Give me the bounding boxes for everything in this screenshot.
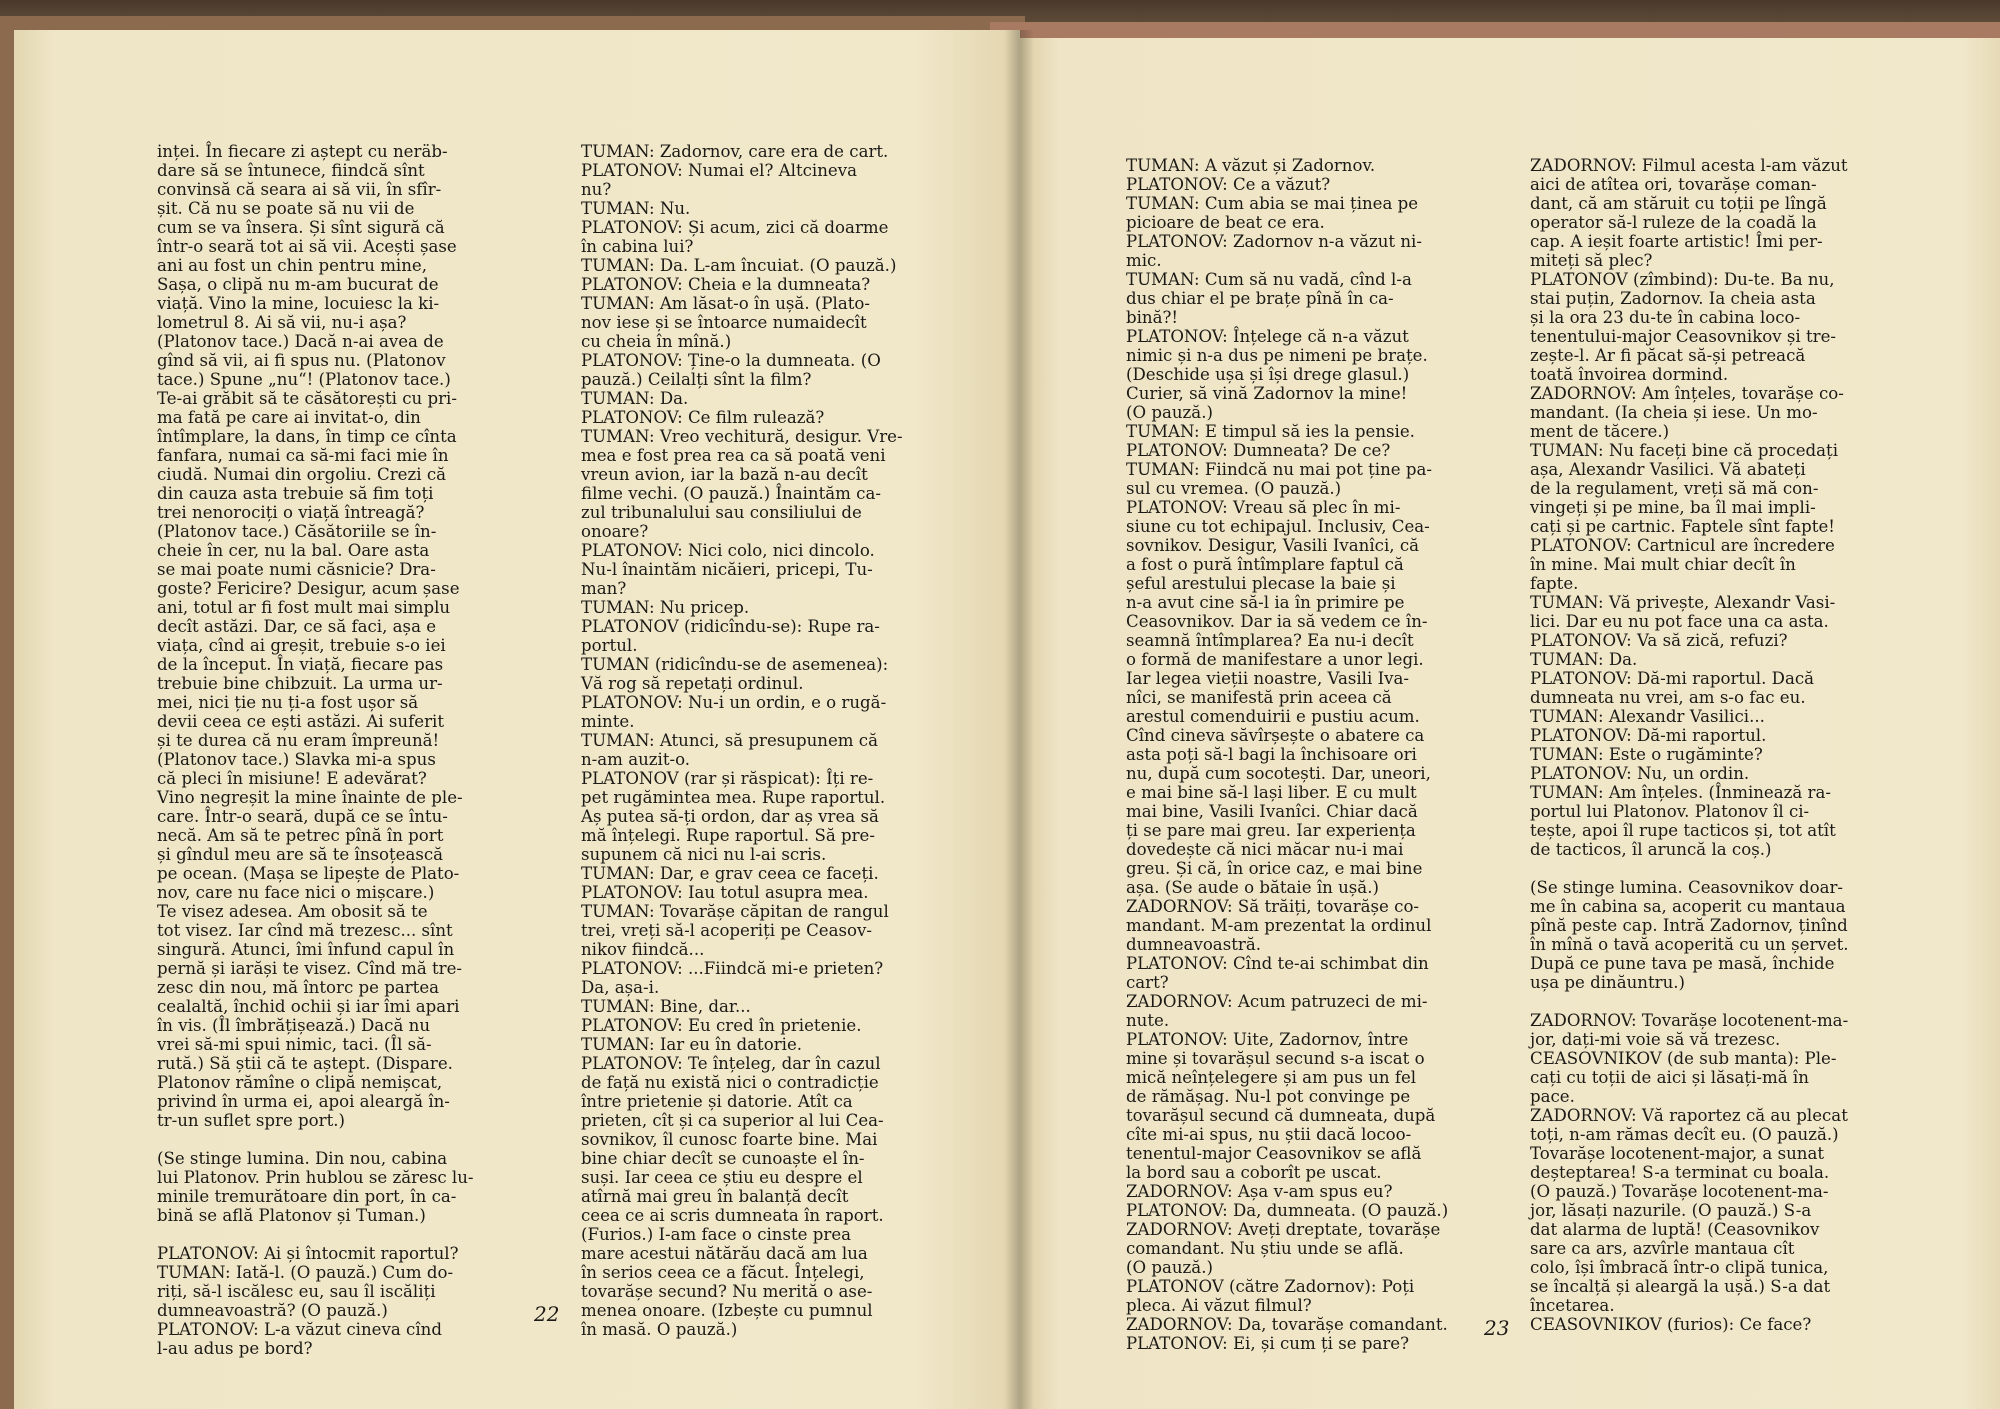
text-line: PLATONOV: Ai și întocmit raportul? (157, 1244, 459, 1263)
text-line: gînd să vii, ai fi spus nu. (Platonov (157, 351, 446, 370)
text-line: cați cu toții de aici și lăsați-mă în (1530, 1068, 1809, 1087)
text-line: Sașa, o clipă nu m-am bucurat de (157, 275, 439, 294)
text-line: Tovarășe locotenent-major, a sunat (1530, 1144, 1825, 1163)
text-line: de rămășag. Nu-l pot convinge pe (1126, 1087, 1411, 1106)
text-line: în mine. Mai mult chiar decît în (1530, 555, 1796, 574)
text-line: șit. Că nu se poate să nu vii de (157, 199, 415, 218)
text-line: ușa pe dinăuntru.) (1530, 973, 1686, 992)
text-line: dumneavoastră. (1126, 935, 1261, 954)
text-line: în cabina lui? (581, 237, 694, 256)
text-line: picioare de beat ce era. (1126, 213, 1325, 232)
text-line: deșteptarea! S-a terminat cu boala. (1530, 1163, 1830, 1182)
text-line: în masă. O pauză.) (581, 1320, 738, 1339)
text-line: PLATONOV: Cheia e la dumneata? (581, 275, 871, 294)
book-gutter (1004, 30, 1034, 1409)
text-line: jor, dați-mi voie să vă trezesc. (1530, 1030, 1781, 1049)
text-line: TUMAN: Da. (1530, 650, 1638, 669)
text-line: TUMAN: Fiindcă nu mai pot ține pa- (1126, 460, 1433, 479)
text-line: la bord sau a coborît pe uscat. (1126, 1163, 1382, 1182)
text-line: sul cu vremea. (O pauză.) (1126, 479, 1342, 498)
text-line: PLATONOV (rar și răspicat): Îți re- (581, 769, 874, 788)
text-line: toți, n-am rămas decît eu. (O pauză.) (1530, 1125, 1839, 1144)
text-line: TUMAN: Bine, dar... (581, 997, 751, 1016)
text-line: TUMAN: Da. L-am încuiat. (O pauză.) (581, 256, 897, 275)
text-line: n-am auzit-o. (581, 750, 691, 769)
text-line: că pleci în misiune! E adevărat? (157, 769, 427, 788)
text-line: dumneavoastră? (O pauză.) (157, 1301, 388, 1320)
text-line: nute. (1126, 1011, 1170, 1030)
text-line: rută.) Să știi că te aștept. (Dispare. (157, 1054, 453, 1073)
text-line: nov, care nu face nici o mișcare.) (157, 883, 435, 902)
text-line: trei, vreți să-l acoperiți pe Ceasov- (581, 921, 872, 940)
text-line: miteți să plec? (1530, 251, 1653, 270)
text-line: PLATONOV (către Zadornov): Poți (1126, 1277, 1415, 1296)
text-line: prieten, cît și ca superior al lui Cea- (581, 1111, 884, 1130)
text-line: sare ca ars, azvîrle mantaua cît (1530, 1239, 1795, 1258)
text-line: în serios ceea ce a făcut. Înțelegi, (581, 1263, 865, 1282)
text-line: asta poți să-l bagi la închisoare ori (1126, 745, 1417, 764)
text-line: nov iese și se întoarce numaidecît (581, 313, 867, 332)
text-line: PLATONOV: Iau totul asupra mea. (581, 883, 869, 902)
text-line: bină se află Platonov și Tuman.) (157, 1206, 426, 1225)
text-line: man? (581, 579, 627, 598)
text-line: PLATONOV (ridicîndu-se): Rupe ra- (581, 617, 880, 636)
text-line: tace.) Spune „nu“! (Platonov tace.) (157, 370, 451, 389)
text-line: supunem că nici nu l-ai scris. (581, 845, 827, 864)
text-line: ZADORNOV: Tovarășe locotenent-ma- (1530, 1011, 1849, 1030)
text-column-4 (1530, 156, 1849, 1334)
text-line: cați și pe cartnic. Faptele sînt fapte! (1530, 517, 1835, 536)
text-line: TUMAN: Tovarășe căpitan de rangul (581, 902, 889, 921)
text-line: singură. Atunci, îmi înfund capul în (157, 940, 455, 959)
text-line: Da, așa-i. (581, 978, 660, 997)
text-line: tovarășul secund că dumneata, după (1126, 1106, 1436, 1125)
text-line: fapte. (1530, 574, 1579, 593)
text-line: Vă rog să repetați ordinul. (581, 674, 804, 693)
text-line: TUMAN: Nu pricep. (581, 598, 750, 617)
text-line: fanfara, numai ca să-mi faci mie în (157, 446, 449, 465)
text-line: (Furios.) I-am face o cinste prea (581, 1225, 852, 1244)
text-line: PLATONOV: Vreau să plec în mi- (1126, 498, 1401, 517)
text-line: PLATONOV: Cartnicul are încredere (1530, 536, 1835, 555)
text-line: o formă de manifestare a unor legi. (1126, 650, 1424, 669)
text-line: menea onoare. (Izbește cu pumnul (581, 1301, 873, 1320)
text-line: întîmplare, la dans, în timp ce cînta (157, 427, 457, 446)
text-line: de la regulament, vreți să mă con- (1530, 479, 1819, 498)
text-line: nikov fiindcă... (581, 940, 705, 959)
text-line (157, 1130, 474, 1149)
text-line: PLATONOV: Ce a văzut? (1126, 175, 1331, 194)
text-line: Te visez adesea. Am obosit să te (157, 902, 428, 921)
text-line: (Platonov tace.) Căsătoriile se în- (157, 522, 437, 541)
text-line: (Platonov tace.) Dacă n-ai avea de (157, 332, 444, 351)
text-line: dus chiar el pe brațe pînă în ca- (1126, 289, 1394, 308)
text-line: TUMAN: Cum să nu vadă, cînd l-a (1126, 270, 1412, 289)
text-line: se încalță și aleargă la ușă.) S-a dat (1530, 1277, 1831, 1296)
text-line: arestul comenduirii e pustiu acum. (1126, 707, 1420, 726)
text-line: PLATONOV: Înțelege că n-a văzut (1126, 327, 1409, 346)
text-line: colo, își îmbracă într-o clipă tunica, (1530, 1258, 1829, 1277)
text-line: ani, totul ar fi fost mult mai simplu (157, 598, 451, 617)
text-line: pleca. Ai văzut filmul? (1126, 1296, 1312, 1315)
text-line: zește-l. Ar fi păcat să-și petreacă (1530, 346, 1806, 365)
text-line: între prietenie și datorie. Atît ca (581, 1092, 853, 1111)
page-number-left: 22 (534, 1302, 560, 1326)
text-line: pace. (1530, 1087, 1575, 1106)
text-line: pînă peste cap. Intră Zadornov, ținînd (1530, 916, 1848, 935)
text-line: TUMAN: E timpul să ies la pensie. (1126, 422, 1415, 441)
text-line: (Platonov tace.) Slavka mi-a spus (157, 750, 436, 769)
text-column-2 (581, 142, 903, 1339)
text-line: TUMAN: Cum abia se mai ținea pe (1126, 194, 1419, 213)
text-line: PLATONOV: L-a văzut cineva cînd (157, 1320, 442, 1339)
text-line: PLATONOV (zîmbind): Du-te. Ba nu, (1530, 270, 1835, 289)
text-line: în vis. (Îl îmbrățișează.) Dacă nu (157, 1016, 431, 1035)
text-line: PLATONOV: Nici colo, nici dincolo. (581, 541, 875, 560)
text-line: într-o seară tot ai să vii. Acești șase (157, 237, 457, 256)
text-line: cap. A ieșit foarte artistic! Îmi per- (1530, 232, 1823, 251)
text-line: din cauza asta trebuie să fim toți (157, 484, 434, 503)
text-line: PLATONOV: Dă-mi raportul. (1530, 726, 1767, 745)
text-line: ZADORNOV: Să trăiți, tovarășe co- (1126, 897, 1420, 916)
text-line: TUMAN: Atunci, să presupunem că (581, 731, 878, 750)
text-line: comandant. Nu știu unde se află. (1126, 1239, 1404, 1258)
text-line: tr-un suflet spre port.) (157, 1111, 346, 1130)
text-line: PLATONOV: Uite, Zadornov, între (1126, 1030, 1409, 1049)
text-line: mai bine, Vasili Ivanîci. Chiar dacă (1126, 802, 1418, 821)
text-line: cealaltă, închid ochii și iar îmi apari (157, 997, 460, 1016)
text-line: Iar legea vieții noastre, Vasili Iva- (1126, 669, 1410, 688)
text-line: cîte mi-ai spus, nu știi dacă locoo- (1126, 1125, 1412, 1144)
text-line: care. Într-o seară, după ce se întu- (157, 807, 448, 826)
text-line: lui Platonov. Prin hublou se zăresc lu- (157, 1168, 474, 1187)
text-line: n-a avut cine să-l ia în primire pe (1126, 593, 1405, 612)
text-line: așa. (Se aude o bătaie în ușă.) (1126, 878, 1379, 897)
text-line: TUMAN: Vă privește, Alexandr Vasi- (1530, 593, 1836, 612)
text-column-3 (1126, 156, 1448, 1353)
text-line: TUMAN: Iată-l. (O pauză.) Cum do- (157, 1263, 454, 1282)
text-line: filme vechi. (O pauză.) Înaintăm ca- (581, 484, 881, 503)
text-line: zul tribunalului sau consiliului de (581, 503, 862, 522)
text-line: tot visez. Iar cînd mă trezesc... sînt (157, 921, 453, 940)
text-line: mine și tovarășul secund s-a iscat o (1126, 1049, 1425, 1068)
text-line: PLATONOV: Numai el? Altcineva (581, 161, 857, 180)
text-line: tește, apoi îl rupe tacticos și, tot atît (1530, 821, 1836, 840)
text-line: greu. Și că, în orice caz, e mai bine (1126, 859, 1423, 878)
text-line: PLATONOV: ...Fiindcă mi-e prieten? (581, 959, 884, 978)
text-line: în mînă o tavă acoperită cu un șervet. (1530, 935, 1849, 954)
text-line: atîrnă mai greu în balanță decît (581, 1187, 849, 1206)
text-line: lometrul 8. Ai să vii, nu-i așa? (157, 313, 407, 332)
text-line: CEASOVNIKOV (furios): Ce face? (1530, 1315, 1812, 1334)
text-line: PLATONOV: Da, dumneata. (O pauză.) (1126, 1201, 1449, 1220)
text-line: onoare? (581, 522, 649, 541)
text-line: pet rugămintea mea. Rupe raportul. (581, 788, 886, 807)
text-line: l-au adus pe bord? (157, 1339, 313, 1358)
text-line: dovedește că nici măcar nu-i mai (1126, 840, 1404, 859)
text-line: TUMAN: Zadornov, care era de cart. (581, 142, 889, 161)
text-line: După ce pune tava pe masă, închide (1530, 954, 1835, 973)
text-line: lici. Dar eu nu pot face una ca asta. (1530, 612, 1829, 631)
text-line: sovnikov, îl cunosc foarte bine. Mai (581, 1130, 878, 1149)
text-line: e mai bine să-l lași liber. E cu mult (1126, 783, 1417, 802)
text-line: mică neînțelegere și am pus un fel (1126, 1068, 1417, 1087)
text-line: TUMAN: Nu faceți bine că procedați (1530, 441, 1839, 460)
text-line: dant, că am stăruit cu toții pe lîngă (1530, 194, 1827, 213)
text-line: (Se stinge lumina. Ceasovnikov doar- (1530, 878, 1844, 897)
text-line: mare acestui nătărău dacă am lua (581, 1244, 868, 1263)
text-line: mandant. M-am prezentat la ordinul (1126, 916, 1432, 935)
text-line: portul. (581, 636, 638, 655)
text-column-1 (157, 142, 474, 1358)
text-line: nimic și n-a dus pe nimeni pe brațe. (1126, 346, 1428, 365)
text-line: Cînd cineva săvîrșește o abatere ca (1126, 726, 1425, 745)
text-line: TUMAN: Da. (581, 389, 689, 408)
text-line: tenentului-major Ceasovnikov și tre- (1530, 327, 1837, 346)
text-line: PLATONOV: Și acum, zici că doarme (581, 218, 889, 237)
text-line: convinsă că seara ai să vii, în sfîr- (157, 180, 442, 199)
text-line: me în cabina sa, acoperit cu mantaua (1530, 897, 1846, 916)
text-line: PLATONOV: Nu, un ordin. (1530, 764, 1750, 783)
text-line: TUMAN: Iar eu în datorie. (581, 1035, 803, 1054)
text-line: goste? Fericire? Desigur, acum șase (157, 579, 460, 598)
text-line: de față nu există nici o contradicție (581, 1073, 879, 1092)
text-line: privind în urma ei, apoi aleargă în- (157, 1092, 450, 1111)
text-line: Aș putea să-ți ordon, dar aș vrea să (581, 807, 879, 826)
text-line: dumneata nu vrei, am s-o fac eu. (1530, 688, 1806, 707)
text-line: necă. Am să te petrec pînă în port (157, 826, 444, 845)
text-line (1530, 992, 1849, 1011)
text-line: ZADORNOV: Așa v-am spus eu? (1126, 1182, 1393, 1201)
text-line: ZADORNOV: Filmul acesta l-am văzut (1530, 156, 1848, 175)
text-line: bine chiar decît se cunoaște el în- (581, 1149, 865, 1168)
text-line: ciudă. Numai din orgoliu. Crezi că (157, 465, 447, 484)
text-line: PLATONOV: Ține-o la dumneata. (O (581, 351, 881, 370)
text-line: trebuie bine chibzuit. La urma ur- (157, 674, 443, 693)
text-line: stai puțin, Zadornov. Ia cheia asta (1530, 289, 1816, 308)
text-line: cum se va însera. Și sînt sigură că (157, 218, 445, 237)
text-line: ceea ce ai scris dumneata în raport. (581, 1206, 884, 1225)
text-line: bină?! (1126, 308, 1179, 327)
text-line: operator să-l ruleze de la coadă la (1530, 213, 1817, 232)
page-left (14, 30, 1020, 1409)
text-line: PLATONOV: Te înțeleg, dar în cazul (581, 1054, 881, 1073)
text-line: cart? (1126, 973, 1169, 992)
text-line: ZADORNOV: Vă raportez că au plecat (1530, 1106, 1848, 1125)
text-line: PLATONOV: Zadornov n-a văzut ni- (1126, 232, 1422, 251)
text-line: PLATONOV: Ce film rulează? (581, 408, 825, 427)
text-line: TUMAN: Nu. (581, 199, 691, 218)
text-line: (Deschide ușa și își drege glasul.) (1126, 365, 1410, 384)
text-line: PLATONOV: Cînd te-ai schimbat din (1126, 954, 1429, 973)
text-line: TUMAN: Am înțeles. (Înminează ra- (1530, 783, 1831, 802)
text-line: PLATONOV: Dumneata? De ce? (1126, 441, 1391, 460)
text-line: Nu-l înaintăm nicăieri, pricepi, Tu- (581, 560, 873, 579)
text-line: nîci, se manifestă prin aceea că (1126, 688, 1392, 707)
text-line: Vino negreșit la mine înainte de ple- (157, 788, 463, 807)
text-line: suși. Iar ceea ce știu eu despre el (581, 1168, 863, 1187)
text-line: Curier, să vină Zadornov la mine! (1126, 384, 1408, 403)
text-line (1530, 859, 1849, 878)
text-line: PLATONOV: Eu cred în prietenie. (581, 1016, 862, 1035)
text-line: vreun avion, iar la bază n-au decît (581, 465, 868, 484)
text-line: decît astăzi. Dar, ce să faci, așa e (157, 617, 437, 636)
text-line: TUMAN: A văzut și Zadornov. (1126, 156, 1376, 175)
page-right (1020, 38, 2000, 1409)
text-line: ani au fost un chin pentru mine, (157, 256, 428, 275)
text-line (157, 1225, 474, 1244)
text-line: așa, Alexandr Vasilici. Vă abateți (1530, 460, 1806, 479)
text-line: ZADORNOV: Acum patruzeci de mi- (1126, 992, 1428, 1011)
text-line: trei nenorociți o viață întreagă? (157, 503, 425, 522)
text-line: mă înțelegi. Rupe raportul. Să pre- (581, 826, 875, 845)
text-line: de la început. În viață, fiecare pas (157, 655, 444, 674)
text-line: a fost o pură întîmplare faptul că (1126, 555, 1404, 574)
text-line: cu cheia în mînă.) (581, 332, 732, 351)
page-number-right: 23 (1484, 1316, 1510, 1340)
text-line: jor, lăsați nazurile. (O pauză.) S-a (1530, 1201, 1812, 1220)
text-line: mea e fost prea rea ca să poată veni (581, 446, 886, 465)
text-line: ment de tăcere.) (1530, 422, 1670, 441)
text-line: tenentul-major Ceasovnikov se află (1126, 1144, 1422, 1163)
text-line: riți, să-l iscălesc eu, sau îl iscăliți (157, 1282, 436, 1301)
text-line: și te durea că nu eram împreună! (157, 731, 440, 750)
text-line: viața, cînd ai greșit, trebuie s-o iei (157, 636, 446, 655)
text-line: PLATONOV: Va să zică, refuzi? (1530, 631, 1788, 650)
text-line: toată învoirea dormind. (1530, 365, 1729, 384)
text-line: minile tremurătoare din port, în ca- (157, 1187, 457, 1206)
text-line: TUMAN (ridicîndu-se de asemenea): (581, 655, 889, 674)
text-line: devii ceea ce ești astăzi. Ai suferit (157, 712, 444, 731)
text-line: se mai poate numi căsnicie? Dra- (157, 560, 436, 579)
text-line: viață. Vino la mine, locuiesc la ki- (157, 294, 440, 313)
text-line: PLATONOV: Dă-mi raportul. Dacă (1530, 669, 1815, 688)
text-line: pauză.) Ceilalți sînt la film? (581, 370, 812, 389)
text-line: siune cu tot echipajul. Inclusiv, Cea- (1126, 517, 1430, 536)
text-line: ZADORNOV: Am înțeles, tovarășe co- (1530, 384, 1844, 403)
text-line: pernă și iarăși te visez. Cînd mă tre- (157, 959, 463, 978)
text-line: vrei să-mi spui nimic, taci. (Îl să- (157, 1035, 432, 1054)
text-line: nu? (581, 180, 612, 199)
text-line: TUMAN: Alexandr Vasilici... (1530, 707, 1765, 726)
text-line: TUMAN: Dar, e grav ceea ce faceți. (581, 864, 879, 883)
text-line: ți se pare mai greu. Iar experiența (1126, 821, 1416, 840)
text-line: ZADORNOV: Aveți dreptate, tovarășe (1126, 1220, 1441, 1239)
text-line: dat alarma de luptă! (Ceasovnikov (1530, 1220, 1820, 1239)
text-line: ZADORNOV: Da, tovarășe comandant. (1126, 1315, 1448, 1334)
text-line: dare să se întunece, fiindcă sînt (157, 161, 425, 180)
text-line: încetarea. (1530, 1296, 1615, 1315)
text-line: TUMAN: Este o rugăminte? (1530, 745, 1763, 764)
text-line: TUMAN: Am lăsat-o în ușă. (Plato- (581, 294, 870, 313)
text-line: seamnă întîmplarea? Ea nu-i decît (1126, 631, 1414, 650)
text-line: nu, după cum socotești. Dar, uneori, (1126, 764, 1431, 783)
text-line: PLATONOV: Nu-i un ordin, e o rugă- (581, 693, 887, 712)
text-line: TUMAN: Vreo vechitură, desigur. Vre- (581, 427, 903, 446)
text-line: pe ocean. (Mașa se lipește de Plato- (157, 864, 460, 883)
text-line: tovarășe secund? Nu merită o ase- (581, 1282, 873, 1301)
text-line: (O pauză.) (1126, 1258, 1213, 1277)
text-line: și gîndul meu are să te însoțească (157, 845, 444, 864)
text-line: (O pauză.) Tovarășe locotenent-ma- (1530, 1182, 1829, 1201)
text-line: vingeți și pe mine, ba îl mai impli- (1530, 498, 1816, 517)
text-line: Platonov rămîne o clipă nemișcat, (157, 1073, 443, 1092)
text-line: mic. (1126, 251, 1162, 270)
text-line: mei, nici ție nu ți-a fost ușor să (157, 693, 419, 712)
text-line: aici de atîtea ori, tovarășe coman- (1530, 175, 1817, 194)
text-line: cheie în cer, nu la bal. Oare asta (157, 541, 430, 560)
text-line: șeful arestului plecase la baie și (1126, 574, 1396, 593)
text-line: (O pauză.) (1126, 403, 1213, 422)
text-line: inței. În fiecare zi aștept cu neräb- (157, 142, 448, 161)
text-line: sovnikov. Desigur, Vasili Ivanîci, că (1126, 536, 1420, 555)
text-line: Te-ai grăbit să te căsătorești cu pri- (157, 389, 457, 408)
text-line: Ceasovnikov. Dar ia să vedem ce în- (1126, 612, 1428, 631)
text-line: (Se stinge lumina. Din nou, cabina (157, 1149, 448, 1168)
text-line: ma fată pe care ai invitat-o, din (157, 408, 421, 427)
text-line: mandant. (Ia cheia și iese. Un mo- (1530, 403, 1818, 422)
text-line: PLATONOV: Ei, și cum ți se pare? (1126, 1334, 1410, 1353)
text-line: CEASOVNIKOV (de sub manta): Ple- (1530, 1049, 1837, 1068)
text-line: minte. (581, 712, 635, 731)
text-line: portul lui Platonov. Platonov îl ci- (1530, 802, 1810, 821)
text-line: și la ora 23 du-te în cabina loco- (1530, 308, 1801, 327)
text-line: de tacticos, îl aruncă la coș.) (1530, 840, 1772, 859)
text-line: zesc din nou, mă întorc pe partea (157, 978, 440, 997)
